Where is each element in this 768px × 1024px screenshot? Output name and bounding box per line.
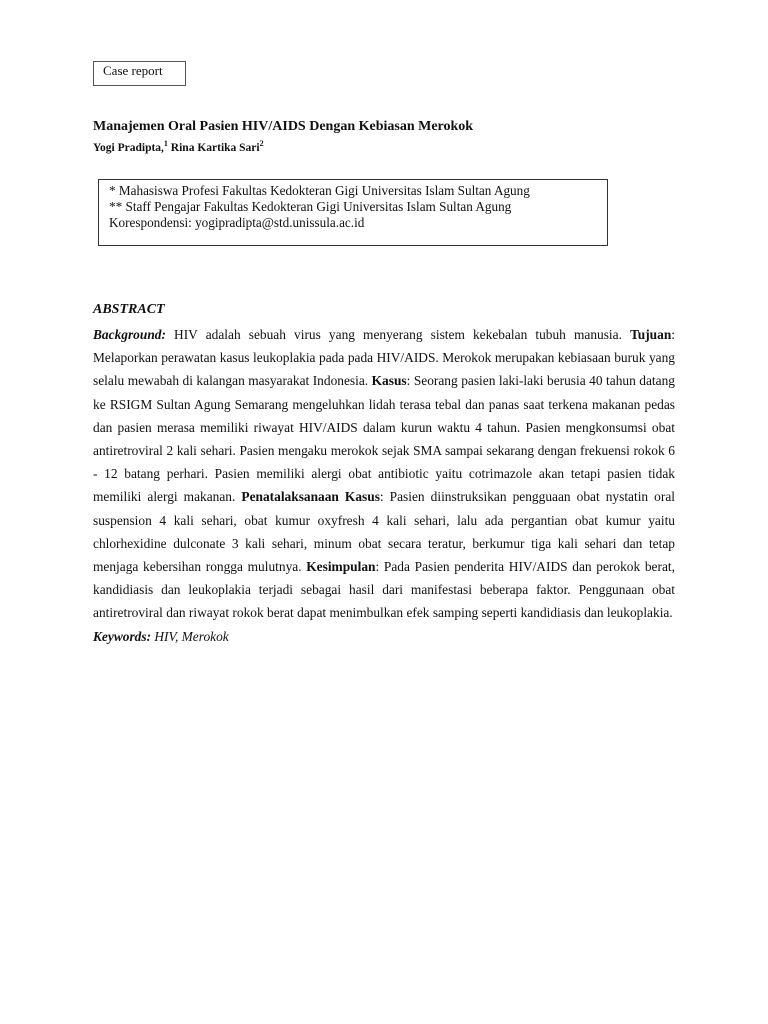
paper-title: Manajemen Oral Pasien HIV/AIDS Dengan Kebiasan Merokok [93, 119, 474, 134]
author-affiliation-mark: 1 [163, 139, 168, 149]
penatalaksanaan-label: Penatalaksanaan Kasus [241, 489, 380, 505]
kasus-text: : Seorang pasien laki-laki berusia 40 tahun datang ke RSIGM Sultan Agung Semarang mengeluhkan lidah terasa tebal dan panas saat terkena makanan pedas dan pasien merasa memiliki riwayat HIV/AIDS dalam kurun waktu 4 tahun. Pasien mengkonsumsi obat antiretroviral 2 kali sehari. Pasien mengaku merokok sejak SMA sampai sekarang dengan frekuensi rokok 6 - 12 batang perhari. Pasien memiliki alergi obat antibiotic yaitu cotrimazole akan tetapi pasien tidak memiliki alergi makanan. [93, 373, 675, 505]
abstract-body [93, 323, 675, 648]
kesimpulan-label: Kesimpulan [306, 559, 376, 575]
affiliation-line: ** Staff Pengajar Fakultas Kedokteran Gigi Universitas Islam Sultan Agung [109, 199, 512, 214]
author-name: Yogi Pradipta, [93, 142, 164, 154]
tujuan-text: : Melaporkan perawatan kasus leukoplakia pada pada HIV/AIDS. Merokok merupakan kebiasaan buruk yang selalu mewabah di kalangan masyarakat Indonesia. [93, 327, 675, 389]
penatalaksanaan-text: : Pasien diinstruksikan pengguaan obat nystatin oral suspension 4 kali sehari, obat kumur oxyfresh 4 kali sehari, lalu ada pergantian obat kumur yaitu chlorhexidine dulconate 3 kali sehari, minum obat secara teratur, berkumur tiga kali sehari dan tetap menjaga kebersihan rongga mulutnya. [93, 489, 675, 575]
keywords-value: HIV, Merokok [151, 628, 229, 644]
correspondence-line: Korespondensi: yogipradipta@std.unissula.ac.id [109, 215, 365, 230]
kasus-label: Kasus [371, 373, 407, 389]
background-label: Background: [93, 327, 166, 342]
keywords-label: Keywords: [93, 628, 152, 644]
background-text: HIV adalah sebuah virus yang menyerang sistem kekebalan tubuh manusia. [165, 327, 631, 342]
tujuan-label: Tujuan [630, 327, 672, 342]
author-line [93, 139, 264, 154]
case-report-label: Case report [93, 61, 186, 86]
kesimpulan-text: : Pada Pasien penderita HIV/AIDS dan perokok berat, kandidiasis dan leukoplakia terjadi sebagai hasil dari manifestasi beberapa faktor. Penggunaan obat antiretroviral dan riwayat rokok berat dapat menimbulkan efek samping seperti kandidiasis dan leukoplakia. [93, 559, 675, 621]
affiliation-box [98, 179, 608, 246]
author-affiliation-mark: 2 [259, 139, 264, 149]
author-name: Rina Kartika Sari [167, 142, 260, 154]
abstract-heading: ABSTRACT [93, 302, 165, 317]
keywords-line [93, 625, 675, 648]
affiliation-line: * Mahasiswa Profesi Fakultas Kedokteran Gigi Universitas Islam Sultan Agung [109, 183, 530, 198]
